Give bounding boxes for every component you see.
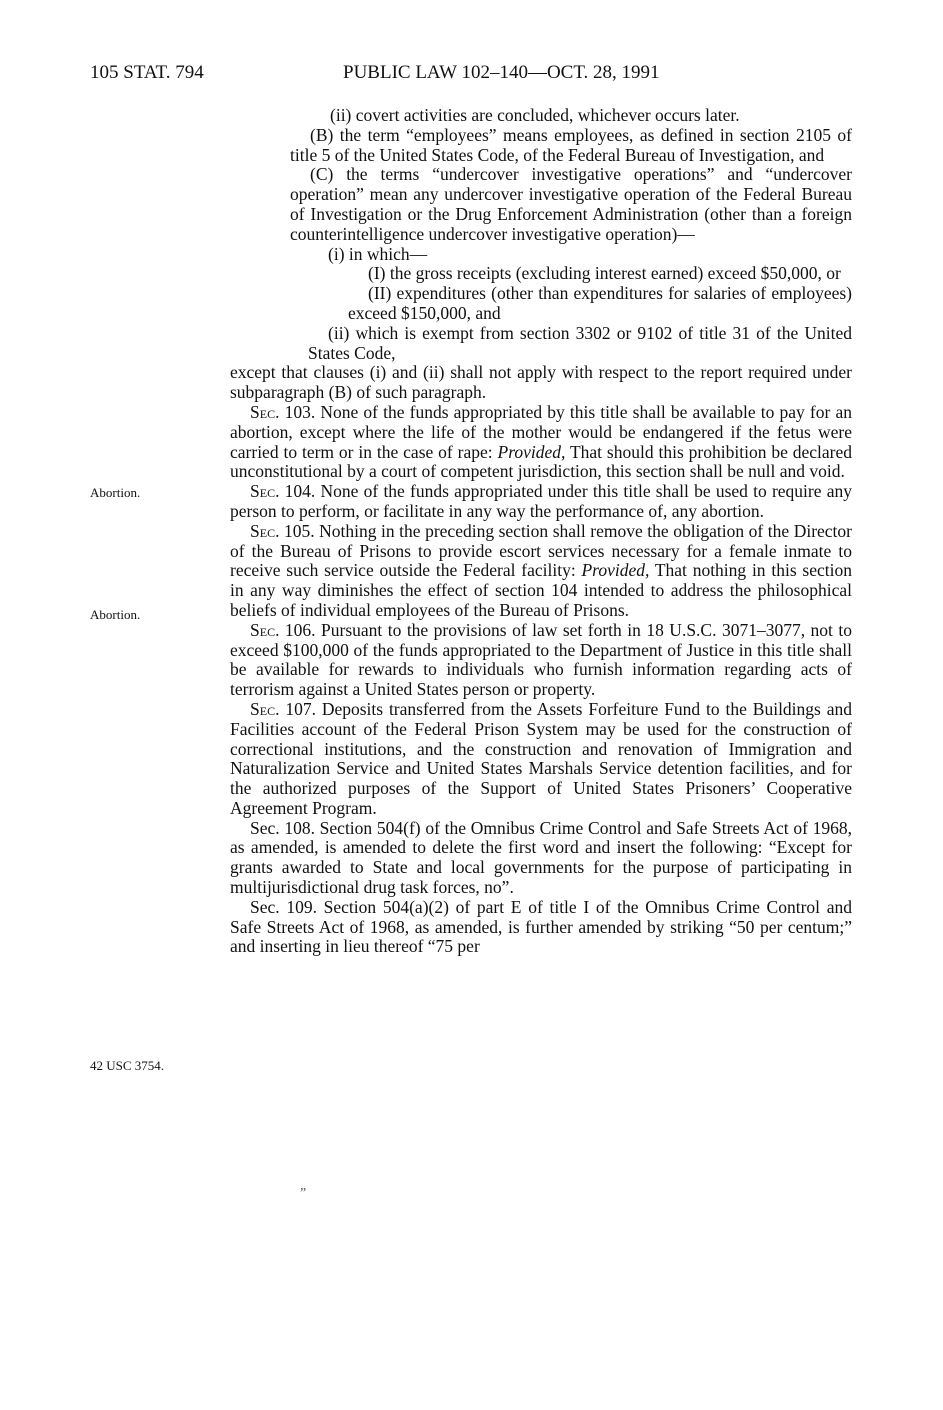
section-103-text-b: That should this prohibition be declared unconstitutional by a court of competent jurisdiction, this section shall be null and void. [230, 441, 853, 482]
trailing-quote-mark: ” [300, 1186, 307, 1201]
subpara-b-employees: (B) the term “employees” means employees, as defined in section 2105 of title 5 of the United States Code, of the Federal Bureau of Investigation, and [290, 124, 852, 165]
margin-note-abortion-103: Abortion. [90, 485, 141, 500]
section-108: Sec. 108. Section 504(f) of the Omnibus Crime Control and Safe Streets Act of 1968, as amended, is amended to delete the first word and insert the following: “Except for grants awarded to State and local governments for the purpose of participating in multijurisdictional drug task forces, no”. [230, 817, 852, 898]
section-103-text-a: None of the funds appropriated by this title shall be available to pay for an abortion, except where the life of the mother would be endangered if the fetus were carried to term or in the case of rape: [230, 401, 852, 462]
section-104-text: None of the funds appropriated under this title shall be used to require any person to perform, or facilitate in any way the performance of, any abortion. [230, 481, 852, 521]
section-103-label: Sec. 103. [250, 401, 316, 422]
section-107 [230, 700, 852, 819]
clause-ii-covert: (ii) covert activities are concluded, whichever occurs later. [330, 105, 740, 125]
section-109: Sec. 109. Section 504(a)(2) of part E of title I of the Omnibus Crime Control and Safe Streets Act of 1968, as amended, is further amended by striking “50 per centum;” and inserting in lieu thereof “75 per [230, 896, 852, 957]
section-105-text-a: Nothing in the preceding section shall remove the obligation of the Director of the Bureau of Prisons to provide escort services necessary for a female inmate to receive such service outside the Federal facility: [230, 520, 852, 581]
clause-i-in-which: (i) in which— [328, 243, 428, 264]
section-106-text: Pursuant to the provisions of law set forth in 18 U.S.C. 3071–3077, not to exceed $100,000 of the funds appropriated to the Department of Justice in this title shall be available for rewards to individuals who furnish information regarding acts of terrorism against a United States person or property. [230, 619, 852, 700]
section-106-label: Sec. 106. [250, 619, 316, 640]
section-105-text-b: That nothing in this section in any way diminishes the effect of section 104 intended to address the philosophical beliefs of individual employees of the Bureau of Prisons. [230, 560, 852, 620]
law-title: PUBLIC LAW 102–140—OCT. 28, 1991 [343, 62, 660, 83]
clause-ii-exempt: (ii) which is exempt from section 3302 or 9102 of title 31 of the United States Code, [308, 322, 852, 363]
except-clause: except that clauses (i) and (ii) shall not apply with respect to the report required under subparagraph (B) of such paragraph. [230, 362, 852, 403]
section-104-label: Sec. 104. [250, 481, 316, 502]
stat-page-number: 105 STAT. 794 [90, 62, 204, 83]
section-105-label: Sec. 105. [250, 520, 315, 541]
subclause-ii-expenditures: (II) expenditures (other than expenditures for salaries of employees) exceed $150,000, and [348, 283, 852, 323]
statute-body [230, 106, 852, 957]
margin-note-usc: 42 USC 3754. [90, 1058, 165, 1073]
section-107-label: Sec. 107. [250, 698, 316, 719]
margin-note-abortion-104: Abortion. [90, 607, 141, 622]
section-105 [230, 522, 852, 621]
section-103 [230, 403, 852, 482]
subpara-c-undercover: (C) the terms “undercover investigative operations” and “undercover operation” mean any undercover investigative operation of the Federal Bureau of Investigation or the Drug Enforcement Administration (other than a foreign counterintelligence undercover investigative operation)— [290, 164, 852, 244]
section-107-text: Deposits transferred from the Assets Forfeiture Fund to the Buildings and Facilities account of the Federal Prison System may be used for the construction of correctional institutions, and the construction and renovation of Immigration and Naturalization Service and United States Marshals Service detention facilities, and for the authorized purposes of the Support of United States Prisoners’ Cooperative Agreement Program. [230, 698, 852, 818]
section-106 [230, 621, 852, 700]
section-105-provided: Provided, [581, 560, 650, 581]
section-103-provided: Provided, [497, 441, 566, 462]
running-header [90, 62, 850, 86]
subclause-i-receipts: (I) the gross receipts (excluding interest earned) exceed $50,000, or [368, 263, 841, 284]
section-104 [230, 482, 852, 522]
